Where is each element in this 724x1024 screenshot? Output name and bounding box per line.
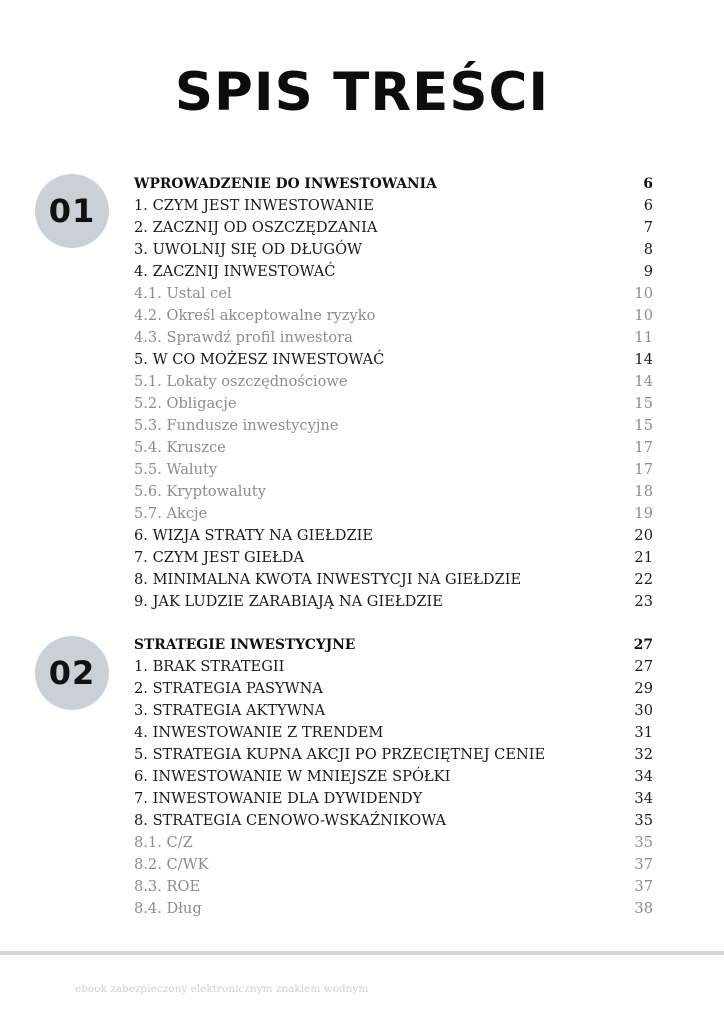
- toc-subentry[interactable]: [134, 898, 653, 920]
- toc-entry-label: 1. CZYM JEST INWESTOWANIE: [134, 197, 374, 214]
- toc-heading-label: WPROWADZENIE DO INWESTOWANIA: [134, 176, 437, 192]
- toc-entry-label: 3. UWOLNIJ SIĘ OD DŁUGÓW: [134, 241, 363, 258]
- toc-entry-page: 19: [634, 505, 653, 522]
- toc-entry-label: 4.1. Ustal cel: [134, 285, 232, 302]
- toc-entry-label: 8.2. C/WK: [134, 856, 209, 873]
- toc-entry-label: 2. ZACZNIJ OD OSZCZĘDZANIA: [134, 219, 378, 236]
- toc-subentry[interactable]: [134, 854, 653, 876]
- toc-entry[interactable]: [134, 525, 653, 547]
- toc-entry-label: 5.1. Lokaty oszczędnościowe: [134, 373, 348, 390]
- toc-entry-label: 3. STRATEGIA AKTYWNA: [134, 702, 326, 719]
- toc-entry-label: 4. ZACZNIJ INWESTOWAĆ: [134, 263, 336, 280]
- toc-section: [134, 634, 653, 920]
- toc-entry-page: 20: [634, 527, 653, 544]
- toc-entry-page: 18: [634, 483, 653, 500]
- toc-entry-label: 4. INWESTOWANIE Z TRENDEM: [134, 724, 384, 741]
- toc-subentry[interactable]: [134, 876, 653, 898]
- toc-entry[interactable]: [134, 656, 653, 678]
- footer-divider: [0, 951, 724, 955]
- watermark-text: ebook zabezpieczony elektronicznym znakiem wodnym: [75, 983, 369, 995]
- toc-entry[interactable]: [134, 678, 653, 700]
- toc-subentry[interactable]: [134, 415, 653, 437]
- section-number-badge: [35, 636, 109, 710]
- toc-entry-label: 2. STRATEGIA PASYWNA: [134, 680, 323, 697]
- section-number: 02: [48, 654, 96, 692]
- toc-entry-page: 8: [643, 241, 653, 258]
- toc-subentry[interactable]: [134, 371, 653, 393]
- toc-entry-page: 31: [634, 724, 653, 741]
- toc-entry-page: 10: [634, 307, 653, 324]
- toc-entry-label: 8. MINIMALNA KWOTA INWESTYCJI NA GIEŁDZIE: [134, 571, 522, 588]
- toc-entry-label: 5.4. Kruszce: [134, 439, 226, 456]
- toc-subentry[interactable]: [134, 832, 653, 854]
- toc-section-heading[interactable]: [134, 634, 653, 656]
- toc-entry-label: 6. WIZJA STRATY NA GIEŁDZIE: [134, 527, 374, 544]
- toc-entry-page: 32: [634, 746, 653, 763]
- toc-entry-label: 6. INWESTOWANIE W MNIEJSZE SPÓŁKI: [134, 768, 451, 785]
- toc-entry-label: 8.1. C/Z: [134, 834, 193, 851]
- toc-entry-label: 1. BRAK STRATEGII: [134, 658, 285, 675]
- section-number-badge: [35, 174, 109, 248]
- toc-subentry[interactable]: [134, 459, 653, 481]
- toc-entry[interactable]: [134, 744, 653, 766]
- page-title: SPIS TREŚCI: [174, 62, 550, 123]
- toc-entry-label: 8.3. ROE: [134, 878, 201, 895]
- toc-entry[interactable]: [134, 239, 653, 261]
- toc-entry[interactable]: [134, 569, 653, 591]
- toc-entry[interactable]: [134, 722, 653, 744]
- toc-subentry[interactable]: [134, 283, 653, 305]
- toc-entry-page: 6: [643, 197, 653, 214]
- toc-subentry[interactable]: [134, 503, 653, 525]
- toc-heading-page: 6: [643, 176, 653, 192]
- toc-entry-page: 37: [634, 878, 653, 895]
- toc-entry-page: 38: [634, 900, 653, 917]
- toc-entry[interactable]: [134, 810, 653, 832]
- toc-entry[interactable]: [134, 195, 653, 217]
- toc-entry-page: 15: [634, 395, 653, 412]
- toc-entry-label: 4.3. Sprawdź profil inwestora: [134, 329, 353, 346]
- toc-section: [134, 173, 653, 613]
- toc-entry-label: 5.7. Akcje: [134, 505, 208, 522]
- toc-subentry[interactable]: [134, 481, 653, 503]
- toc-section-heading[interactable]: [134, 173, 653, 195]
- toc-entry-page: 11: [634, 329, 653, 346]
- toc-entry-label: 7. CZYM JEST GIEŁDA: [134, 549, 305, 566]
- section-number: 01: [48, 192, 96, 230]
- toc-entry-page: 35: [634, 812, 653, 829]
- toc-heading-label: STRATEGIE INWESTYCYJNE: [134, 637, 356, 653]
- toc-entry-label: 5.3. Fundusze inwestycyjne: [134, 417, 339, 434]
- toc-entry-page: 27: [634, 658, 653, 675]
- toc-entry-label: 7. INWESTOWANIE DLA DYWIDENDY: [134, 790, 423, 807]
- toc-entry-page: 23: [634, 593, 653, 610]
- toc-entry-label: 4.2. Określ akceptowalne ryzyko: [134, 307, 376, 324]
- toc-entry-page: 17: [634, 439, 653, 456]
- toc-entry-page: 10: [634, 285, 653, 302]
- toc-entry-page: 21: [634, 549, 653, 566]
- toc-entry[interactable]: [134, 700, 653, 722]
- toc-entry-label: 5. W CO MOŻESZ INWESTOWAĆ: [134, 351, 385, 368]
- toc-entry[interactable]: [134, 788, 653, 810]
- toc-entry-label: 5.2. Obligacje: [134, 395, 237, 412]
- toc-subentry[interactable]: [134, 437, 653, 459]
- toc-entry[interactable]: [134, 349, 653, 371]
- toc-entry-label: 5.5. Waluty: [134, 461, 218, 478]
- toc-entry-label: 5. STRATEGIA KUPNA AKCJI PO PRZECIĘTNEJ CENIE: [134, 746, 546, 763]
- toc-entry-page: 29: [634, 680, 653, 697]
- toc-entry-page: 14: [634, 373, 653, 390]
- toc-entry-page: 9: [643, 263, 653, 280]
- toc-entry-page: 14: [634, 351, 653, 368]
- toc-entry[interactable]: [134, 766, 653, 788]
- toc-entry-page: 17: [634, 461, 653, 478]
- toc-entry-page: 34: [634, 790, 653, 807]
- toc-heading-page: 27: [633, 637, 653, 653]
- toc-entry[interactable]: [134, 261, 653, 283]
- toc-entry-page: 15: [634, 417, 653, 434]
- toc-entry[interactable]: [134, 591, 653, 613]
- toc-entry-page: 30: [634, 702, 653, 719]
- toc-entry[interactable]: [134, 547, 653, 569]
- toc-entry-page: 35: [634, 834, 653, 851]
- toc-entry-page: 34: [634, 768, 653, 785]
- toc-entry-page: 7: [643, 219, 653, 236]
- toc-entry-label: 8. STRATEGIA CENOWO-WSKAŹNIKOWA: [134, 812, 447, 829]
- toc-entry-page: 22: [634, 571, 653, 588]
- toc-entry-page: 37: [634, 856, 653, 873]
- toc-subentry[interactable]: [134, 305, 653, 327]
- toc-entry-label: 8.4. Dług: [134, 900, 202, 917]
- toc-subentry[interactable]: [134, 327, 653, 349]
- toc-entry-label: 9. JAK LUDZIE ZARABIAJĄ NA GIEŁDZIE: [134, 593, 443, 610]
- toc-entry[interactable]: [134, 217, 653, 239]
- toc-entry-label: 5.6. Kryptowaluty: [134, 483, 266, 500]
- toc-subentry[interactable]: [134, 393, 653, 415]
